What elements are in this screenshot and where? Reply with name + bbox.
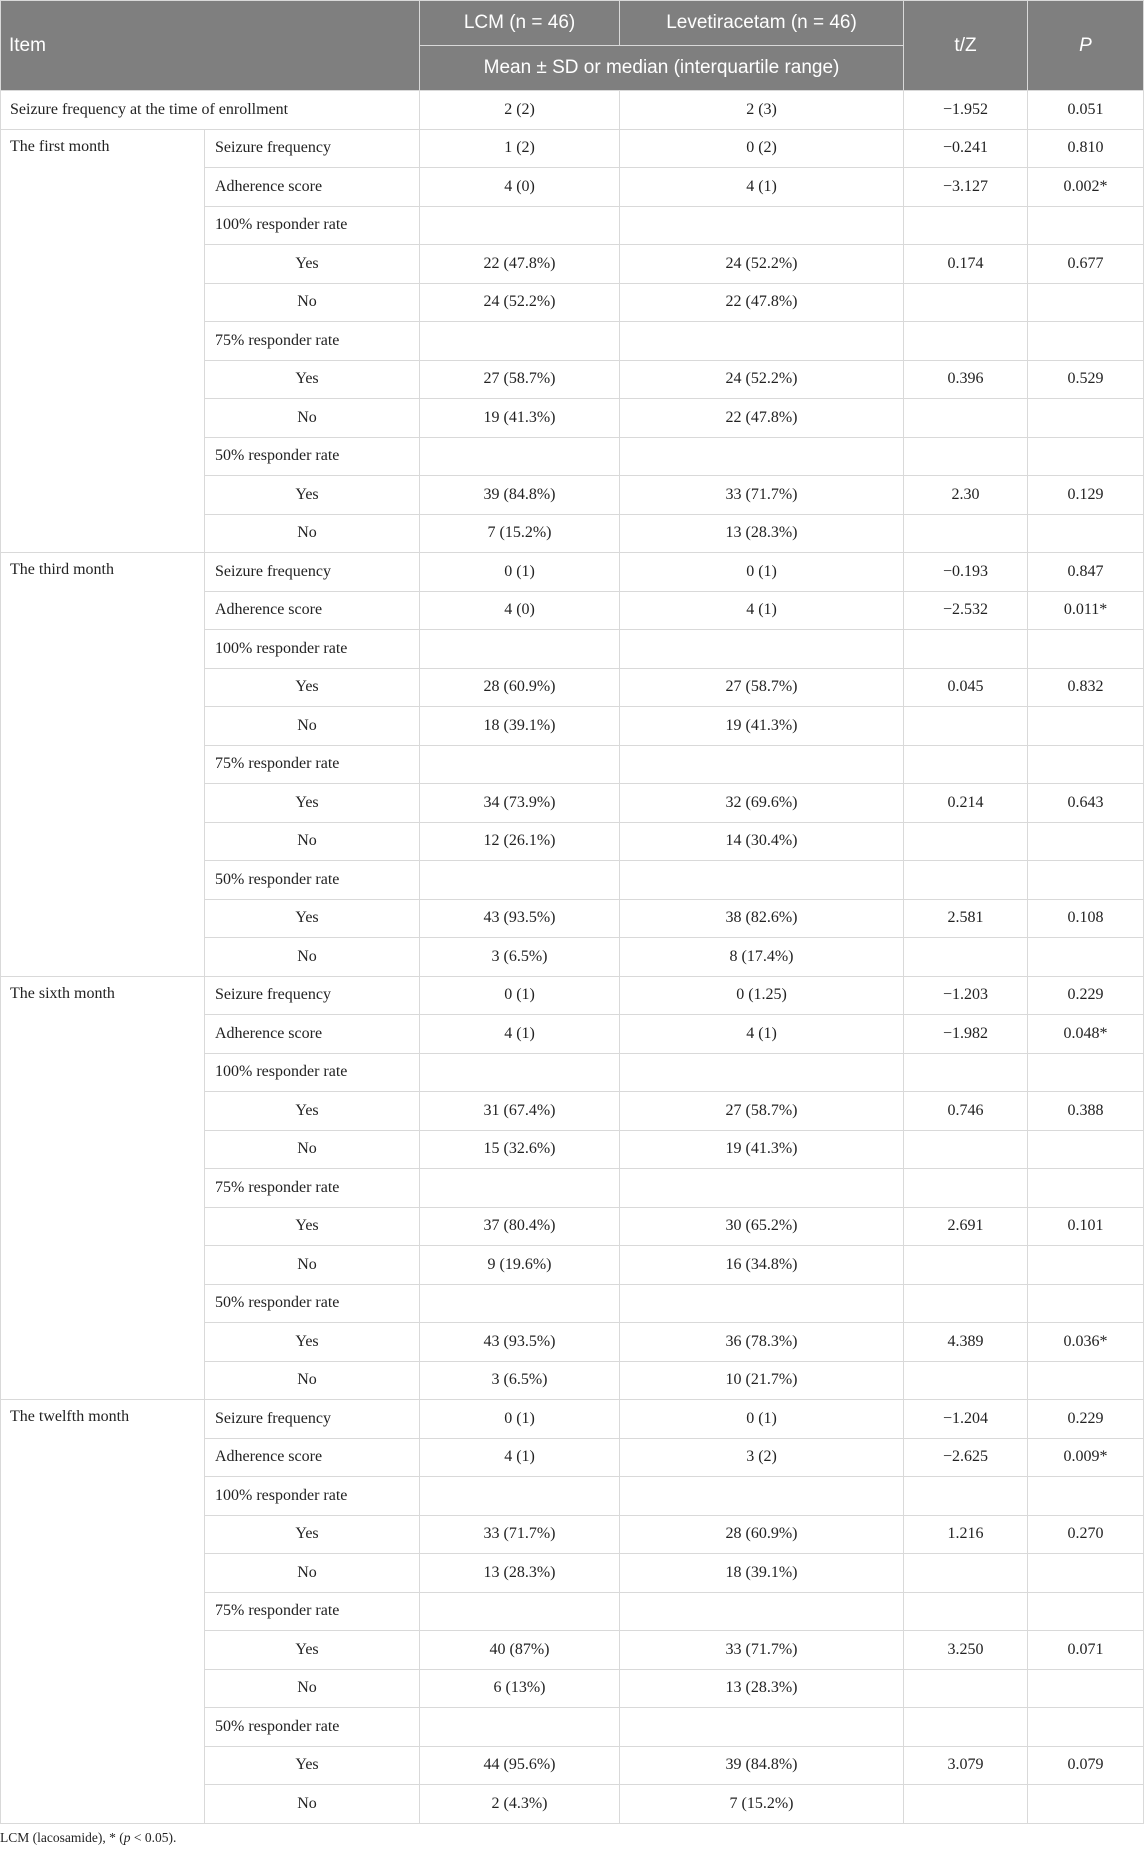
tz-value: 4.389 xyxy=(904,1323,1028,1362)
row-label: Adherence score xyxy=(205,168,420,207)
row-label-text: Yes xyxy=(295,254,319,272)
row-label-text: No xyxy=(297,1140,317,1158)
row-label: Seizure frequency xyxy=(205,976,420,1015)
levetiracetam-value: 33 (71.7%) xyxy=(620,1631,904,1670)
row-label: Adherence score xyxy=(205,591,420,630)
p-value: 0.108 xyxy=(1028,899,1144,938)
lcm-value: 7 (15.2%) xyxy=(420,514,620,553)
row-label-text: Yes xyxy=(295,1101,319,1119)
levetiracetam-value: 32 (69.6%) xyxy=(620,784,904,823)
p-value xyxy=(1028,1361,1144,1400)
row-label xyxy=(205,822,420,861)
tz-value: −0.193 xyxy=(904,553,1028,592)
row-label-text: Yes xyxy=(295,1756,319,1774)
row-label xyxy=(205,514,420,553)
row-label-text: Yes xyxy=(295,1332,319,1350)
row-label: 50% responder rate xyxy=(205,1284,420,1323)
tz-value: −3.127 xyxy=(904,168,1028,207)
row-label xyxy=(205,1092,420,1131)
lcm-value xyxy=(420,1169,620,1208)
levetiracetam-value xyxy=(620,1053,904,1092)
p-value: 0.677 xyxy=(1028,245,1144,284)
levetiracetam-value: 38 (82.6%) xyxy=(620,899,904,938)
tz-value: −0.241 xyxy=(904,129,1028,168)
levetiracetam-value: 0 (2) xyxy=(620,129,904,168)
row-label xyxy=(205,1207,420,1246)
p-value xyxy=(1028,822,1144,861)
lcm-value: 15 (32.6%) xyxy=(420,1130,620,1169)
row-label xyxy=(205,1631,420,1670)
row-label: 50% responder rate xyxy=(205,437,420,476)
row-label: 50% responder rate xyxy=(205,861,420,900)
tz-value: 2.30 xyxy=(904,476,1028,515)
p-value: 0.810 xyxy=(1028,129,1144,168)
lcm-value: 28 (60.9%) xyxy=(420,668,620,707)
tz-value: −1.982 xyxy=(904,1015,1028,1054)
p-value xyxy=(1028,283,1144,322)
tz-value: 3.079 xyxy=(904,1746,1028,1785)
tz-value xyxy=(904,206,1028,245)
header-item: Item xyxy=(1,1,420,91)
footnote-p-symbol: p xyxy=(123,1829,131,1845)
row-label xyxy=(205,283,420,322)
tz-value xyxy=(904,322,1028,361)
row-label xyxy=(205,245,420,284)
tz-value xyxy=(904,399,1028,438)
lcm-value xyxy=(420,745,620,784)
table-row xyxy=(1,976,1144,1015)
row-label xyxy=(205,1130,420,1169)
row-label xyxy=(205,1515,420,1554)
row-label-text: No xyxy=(297,1255,317,1273)
levetiracetam-value: 8 (17.4%) xyxy=(620,938,904,977)
p-value: 0.388 xyxy=(1028,1092,1144,1131)
row-label: 100% responder rate xyxy=(205,630,420,669)
p-value xyxy=(1028,1169,1144,1208)
lcm-value xyxy=(420,1477,620,1516)
lcm-value xyxy=(420,1592,620,1631)
levetiracetam-value: 7 (15.2%) xyxy=(620,1785,904,1824)
tz-value xyxy=(904,1592,1028,1631)
p-value: 0.071 xyxy=(1028,1631,1144,1670)
row-label xyxy=(205,399,420,438)
row-label: 75% responder rate xyxy=(205,745,420,784)
p-value: 0.270 xyxy=(1028,1515,1144,1554)
levetiracetam-value: 19 (41.3%) xyxy=(620,707,904,746)
levetiracetam-value: 14 (30.4%) xyxy=(620,822,904,861)
tz-value xyxy=(904,1130,1028,1169)
lcm-value: 27 (58.7%) xyxy=(420,360,620,399)
row-label: 50% responder rate xyxy=(205,1708,420,1747)
lcm-value: 0 (1) xyxy=(420,976,620,1015)
row-label-text: Yes xyxy=(295,485,319,503)
levetiracetam-value: 0 (1) xyxy=(620,553,904,592)
levetiracetam-value xyxy=(620,1708,904,1747)
lcm-value: 33 (71.7%) xyxy=(420,1515,620,1554)
row-label-text: Yes xyxy=(295,1525,319,1543)
footnote-suffix: < 0.05). xyxy=(130,1829,177,1845)
p-value xyxy=(1028,630,1144,669)
row-label: Adherence score xyxy=(205,1438,420,1477)
row-label-text: Yes xyxy=(295,370,319,388)
lcm-value: 37 (80.4%) xyxy=(420,1207,620,1246)
tz-value xyxy=(904,1361,1028,1400)
tz-value: 0.045 xyxy=(904,668,1028,707)
tz-value xyxy=(904,1053,1028,1092)
p-value xyxy=(1028,1785,1144,1824)
row-label: Seizure frequency xyxy=(205,553,420,592)
period-label: The twelfth month xyxy=(1,1400,205,1824)
levetiracetam-value xyxy=(620,1284,904,1323)
row-label: 100% responder rate xyxy=(205,206,420,245)
levetiracetam-value xyxy=(620,322,904,361)
tz-value: −2.625 xyxy=(904,1438,1028,1477)
row-label-text: No xyxy=(297,408,317,426)
levetiracetam-value: 22 (47.8%) xyxy=(620,399,904,438)
levetiracetam-value: 0 (1.25) xyxy=(620,976,904,1015)
row-label xyxy=(205,899,420,938)
row-label-text: No xyxy=(297,1371,317,1389)
lcm-value: 4 (0) xyxy=(420,168,620,207)
p-value xyxy=(1028,707,1144,746)
row-label xyxy=(205,1554,420,1593)
row-label-text: Yes xyxy=(295,1217,319,1235)
row-label xyxy=(205,1785,420,1824)
lcm-value: 44 (95.6%) xyxy=(420,1746,620,1785)
lcm-value: 22 (47.8%) xyxy=(420,245,620,284)
lcm-value xyxy=(420,1284,620,1323)
p-value xyxy=(1028,1554,1144,1593)
row-label xyxy=(205,476,420,515)
row-label: Adherence score xyxy=(205,1015,420,1054)
levetiracetam-value: 13 (28.3%) xyxy=(620,1669,904,1708)
row-label: 75% responder rate xyxy=(205,1169,420,1208)
levetiracetam-value xyxy=(620,206,904,245)
lcm-value xyxy=(420,322,620,361)
row-label: 100% responder rate xyxy=(205,1053,420,1092)
row-label-text: No xyxy=(297,293,317,311)
levetiracetam-value: 0 (1) xyxy=(620,1400,904,1439)
row-label-text: Yes xyxy=(295,909,319,927)
row-label: 100% responder rate xyxy=(205,1477,420,1516)
tz-value xyxy=(904,283,1028,322)
header-lcm: LCM (n = 46) xyxy=(420,1,620,46)
levetiracetam-value: 39 (84.8%) xyxy=(620,1746,904,1785)
lcm-value: 40 (87%) xyxy=(420,1631,620,1670)
tz-value xyxy=(904,1669,1028,1708)
tz-value xyxy=(904,1554,1028,1593)
p-value: 0.002* xyxy=(1028,168,1144,207)
lcm-value: 18 (39.1%) xyxy=(420,707,620,746)
p-value xyxy=(1028,399,1144,438)
row-label-text: No xyxy=(297,716,317,734)
levetiracetam-value: 27 (58.7%) xyxy=(620,1092,904,1131)
row-label-text: Yes xyxy=(295,793,319,811)
p-value xyxy=(1028,206,1144,245)
tz-value xyxy=(904,1708,1028,1747)
tz-value xyxy=(904,1246,1028,1285)
row-label: Seizure frequency at the time of enrollment xyxy=(1,91,420,130)
levetiracetam-value: 16 (34.8%) xyxy=(620,1246,904,1285)
levetiracetam-value xyxy=(620,861,904,900)
p-value: 0.129 xyxy=(1028,476,1144,515)
row-label xyxy=(205,1323,420,1362)
levetiracetam-value: 4 (1) xyxy=(620,591,904,630)
row-label xyxy=(205,938,420,977)
lcm-value: 39 (84.8%) xyxy=(420,476,620,515)
row-label-text: No xyxy=(297,947,317,965)
p-value: 0.009* xyxy=(1028,1438,1144,1477)
lcm-value: 13 (28.3%) xyxy=(420,1554,620,1593)
p-value xyxy=(1028,1246,1144,1285)
row-label: Seizure frequency xyxy=(205,129,420,168)
tz-value xyxy=(904,437,1028,476)
tz-value: −2.532 xyxy=(904,591,1028,630)
lcm-value: 24 (52.2%) xyxy=(420,283,620,322)
header-levetiracetam: Levetiracetam (n = 46) xyxy=(620,1,904,46)
row-label-text: No xyxy=(297,1679,317,1697)
p-value xyxy=(1028,1669,1144,1708)
period-label: The sixth month xyxy=(1,976,205,1400)
levetiracetam-value: 36 (78.3%) xyxy=(620,1323,904,1362)
header-subheader: Mean ± SD or median (interquartile range) xyxy=(420,46,904,91)
levetiracetam-value: 13 (28.3%) xyxy=(620,514,904,553)
levetiracetam-value xyxy=(620,745,904,784)
tz-value: 0.396 xyxy=(904,360,1028,399)
tz-value: 0.174 xyxy=(904,245,1028,284)
lcm-value: 3 (6.5%) xyxy=(420,1361,620,1400)
lcm-value: 4 (1) xyxy=(420,1438,620,1477)
p-value xyxy=(1028,1053,1144,1092)
levetiracetam-value xyxy=(620,630,904,669)
lcm-value xyxy=(420,630,620,669)
lcm-value: 0 (1) xyxy=(420,1400,620,1439)
row-label xyxy=(205,707,420,746)
levetiracetam-value: 30 (65.2%) xyxy=(620,1207,904,1246)
tz-value xyxy=(904,1284,1028,1323)
levetiracetam-value: 10 (21.7%) xyxy=(620,1361,904,1400)
row-label xyxy=(205,1361,420,1400)
levetiracetam-value xyxy=(620,1592,904,1631)
p-value: 0.529 xyxy=(1028,360,1144,399)
p-value xyxy=(1028,1592,1144,1631)
lcm-value: 43 (93.5%) xyxy=(420,1323,620,1362)
lcm-value xyxy=(420,437,620,476)
lcm-value: 31 (67.4%) xyxy=(420,1092,620,1131)
table-footnote xyxy=(0,1824,1145,1846)
row-label xyxy=(205,784,420,823)
levetiracetam-value: 28 (60.9%) xyxy=(620,1515,904,1554)
levetiracetam-value: 4 (1) xyxy=(620,168,904,207)
levetiracetam-value xyxy=(620,437,904,476)
table-row xyxy=(1,1400,1144,1439)
tz-value xyxy=(904,938,1028,977)
lcm-value: 3 (6.5%) xyxy=(420,938,620,977)
p-value: 0.847 xyxy=(1028,553,1144,592)
tz-value: −1.952 xyxy=(904,91,1028,130)
lcm-value xyxy=(420,1708,620,1747)
row-label-text: No xyxy=(297,524,317,542)
row-label-text: Yes xyxy=(295,1640,319,1658)
levetiracetam-value: 24 (52.2%) xyxy=(620,245,904,284)
row-label: 75% responder rate xyxy=(205,1592,420,1631)
tz-value: 1.216 xyxy=(904,1515,1028,1554)
p-value xyxy=(1028,745,1144,784)
p-value xyxy=(1028,1284,1144,1323)
lcm-value xyxy=(420,861,620,900)
table-row xyxy=(1,553,1144,592)
p-value: 0.832 xyxy=(1028,668,1144,707)
lcm-value xyxy=(420,206,620,245)
row-label xyxy=(205,360,420,399)
lcm-value: 34 (73.9%) xyxy=(420,784,620,823)
p-value: 0.011* xyxy=(1028,591,1144,630)
lcm-value: 6 (13%) xyxy=(420,1669,620,1708)
period-label: The first month xyxy=(1,129,205,553)
lcm-value: 12 (26.1%) xyxy=(420,822,620,861)
lcm-value: 4 (1) xyxy=(420,1015,620,1054)
table-row xyxy=(1,129,1144,168)
lcm-value: 2 (2) xyxy=(420,91,620,130)
p-value: 0.229 xyxy=(1028,1400,1144,1439)
levetiracetam-value xyxy=(620,1169,904,1208)
levetiracetam-value: 2 (3) xyxy=(620,91,904,130)
levetiracetam-value: 3 (2) xyxy=(620,1438,904,1477)
levetiracetam-value: 18 (39.1%) xyxy=(620,1554,904,1593)
tz-value: 2.581 xyxy=(904,899,1028,938)
lcm-value: 9 (19.6%) xyxy=(420,1246,620,1285)
p-value: 0.101 xyxy=(1028,1207,1144,1246)
header-p: P xyxy=(1028,1,1144,91)
p-value xyxy=(1028,514,1144,553)
lcm-value: 1 (2) xyxy=(420,129,620,168)
p-value: 0.036* xyxy=(1028,1323,1144,1362)
tz-value: 2.691 xyxy=(904,1207,1028,1246)
levetiracetam-value: 33 (71.7%) xyxy=(620,476,904,515)
row-label-text: No xyxy=(297,1794,317,1812)
row-label xyxy=(205,1746,420,1785)
row-label xyxy=(205,1669,420,1708)
tz-value: −1.203 xyxy=(904,976,1028,1015)
lcm-value: 19 (41.3%) xyxy=(420,399,620,438)
row-label: 75% responder rate xyxy=(205,322,420,361)
table-body xyxy=(1,91,1144,1824)
footnote-prefix: LCM (lacosamide), * ( xyxy=(0,1829,124,1845)
tz-value xyxy=(904,514,1028,553)
p-value xyxy=(1028,322,1144,361)
p-value: 0.051 xyxy=(1028,91,1144,130)
p-value: 0.229 xyxy=(1028,976,1144,1015)
p-value: 0.079 xyxy=(1028,1746,1144,1785)
lcm-value xyxy=(420,1053,620,1092)
levetiracetam-value: 24 (52.2%) xyxy=(620,360,904,399)
row-label-text: No xyxy=(297,832,317,850)
period-label: The third month xyxy=(1,553,205,977)
p-value xyxy=(1028,1708,1144,1747)
row-label xyxy=(205,1246,420,1285)
levetiracetam-value: 22 (47.8%) xyxy=(620,283,904,322)
tz-value xyxy=(904,1785,1028,1824)
tz-value xyxy=(904,630,1028,669)
tz-value: 3.250 xyxy=(904,1631,1028,1670)
header-tz: t/Z xyxy=(904,1,1028,91)
p-value: 0.643 xyxy=(1028,784,1144,823)
p-value xyxy=(1028,938,1144,977)
lcm-value: 4 (0) xyxy=(420,591,620,630)
row-label-text: Yes xyxy=(295,678,319,696)
levetiracetam-value: 4 (1) xyxy=(620,1015,904,1054)
levetiracetam-value: 19 (41.3%) xyxy=(620,1130,904,1169)
p-value xyxy=(1028,861,1144,900)
tz-value: 0.214 xyxy=(904,784,1028,823)
p-value xyxy=(1028,1130,1144,1169)
tz-value: 0.746 xyxy=(904,1092,1028,1131)
p-value xyxy=(1028,1477,1144,1516)
table-row xyxy=(1,91,1144,130)
tz-value xyxy=(904,745,1028,784)
tz-value xyxy=(904,861,1028,900)
row-label: Seizure frequency xyxy=(205,1400,420,1439)
row-label xyxy=(205,668,420,707)
levetiracetam-value: 27 (58.7%) xyxy=(620,668,904,707)
lcm-value: 43 (93.5%) xyxy=(420,899,620,938)
levetiracetam-value xyxy=(620,1477,904,1516)
tz-value: −1.204 xyxy=(904,1400,1028,1439)
table-header xyxy=(1,1,1144,91)
tz-value xyxy=(904,707,1028,746)
tz-value xyxy=(904,822,1028,861)
p-value xyxy=(1028,437,1144,476)
lcm-value: 2 (4.3%) xyxy=(420,1785,620,1824)
row-label-text: No xyxy=(297,1563,317,1581)
tz-value xyxy=(904,1169,1028,1208)
p-value: 0.048* xyxy=(1028,1015,1144,1054)
lcm-value: 0 (1) xyxy=(420,553,620,592)
tz-value xyxy=(904,1477,1028,1516)
